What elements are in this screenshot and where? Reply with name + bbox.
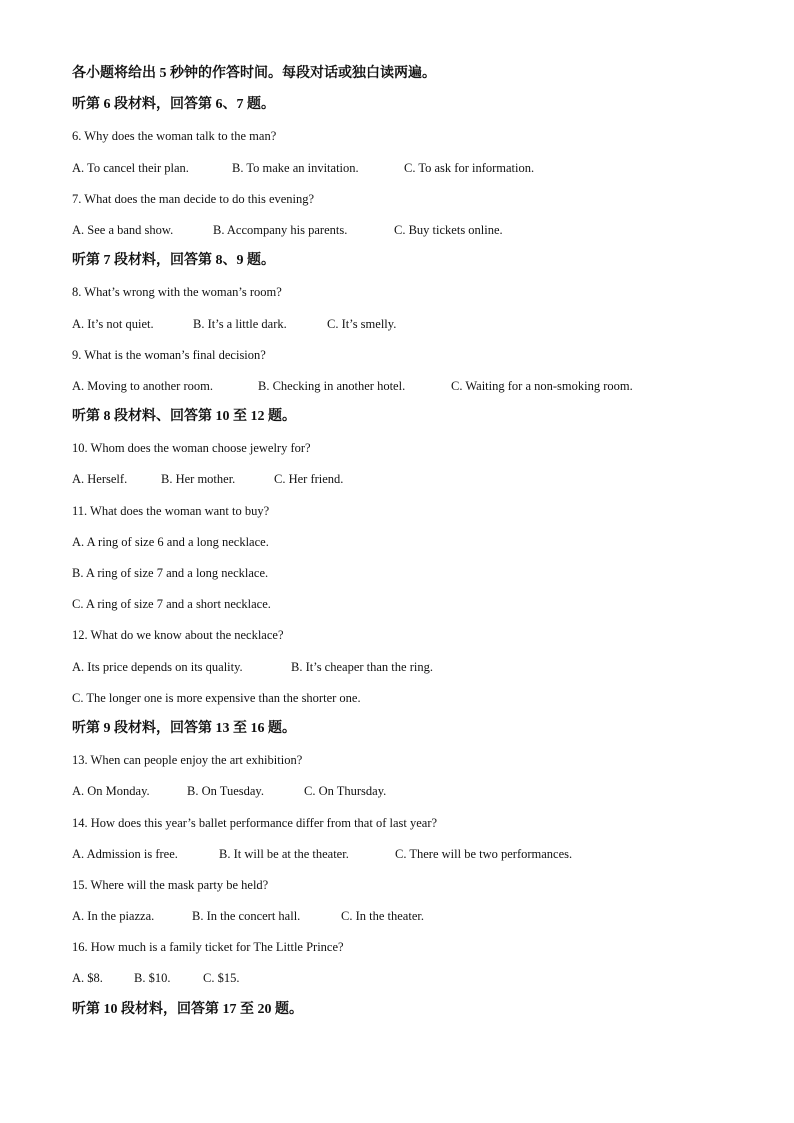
option-row bbox=[72, 312, 732, 343]
option-a: A. Moving to another room. bbox=[72, 378, 213, 393]
option-b: B. Her mother. bbox=[161, 472, 236, 487]
section-heading: 听第 7 段材料，回答第 8、9 题。 bbox=[72, 253, 275, 269]
option-row bbox=[72, 904, 732, 935]
option-c: C. There will be two performances. bbox=[395, 846, 573, 861]
option-row bbox=[72, 467, 732, 498]
option-b: B. A ring of size 7 and a long necklace. bbox=[72, 566, 269, 580]
question-text: 13. When can people enjoy the art exhibition? bbox=[72, 753, 303, 768]
option-b: B. On Tuesday. bbox=[187, 784, 264, 799]
option-a: A. It’s not quiet. bbox=[72, 316, 154, 331]
option-a: A. $8. bbox=[72, 971, 103, 986]
option-b: B. Checking in another hotel. bbox=[258, 378, 406, 393]
option-b: B. Accompany his parents. bbox=[213, 222, 348, 237]
option-a: A. See a band show. bbox=[72, 222, 174, 237]
question-text: 7. What does the man decide to do this evening? bbox=[72, 191, 315, 206]
option-b: B. In the concert hall. bbox=[192, 909, 301, 924]
option-b: B. It will be at the theater. bbox=[219, 846, 349, 861]
section-heading: 听第 10 段材料，回答第 17 至 20 题。 bbox=[72, 1001, 303, 1017]
option-c: C. Buy tickets online. bbox=[394, 222, 503, 237]
section-heading: 听第 6 段材料，回答第 6、7 题。 bbox=[72, 97, 275, 113]
question-text: 11. What does the woman want to buy? bbox=[72, 503, 270, 518]
option-a: A. A ring of size 6 and a long necklace. bbox=[72, 534, 269, 549]
option-a: A. To cancel their plan. bbox=[72, 160, 189, 175]
option-a: A. Its price depends on its quality. bbox=[72, 659, 243, 674]
question-text: 16. How much is a family ticket for The Little Prince? bbox=[72, 940, 344, 955]
option-b: B. It’s cheaper than the ring. bbox=[291, 659, 433, 674]
option-c: C. Her friend. bbox=[274, 472, 344, 487]
option-row bbox=[72, 655, 732, 686]
option-c: C. $15. bbox=[203, 971, 240, 986]
option-b: B. It’s a little dark. bbox=[193, 316, 287, 331]
option-c: C. A ring of size 7 and a short necklace. bbox=[72, 597, 271, 612]
question-text: 9. What is the woman’s final decision? bbox=[72, 347, 266, 362]
option-a: A. Herself. bbox=[72, 472, 128, 487]
section-heading: 听第 9 段材料，回答第 13 至 16 题。 bbox=[72, 720, 296, 736]
option-c: C. To ask for information. bbox=[404, 160, 535, 175]
option-row bbox=[72, 156, 732, 187]
option-c: C. Waiting for a non-smoking room. bbox=[451, 378, 633, 393]
question-text: 10. Whom does the woman choose jewelry for? bbox=[72, 441, 311, 456]
option-b: B. $10. bbox=[134, 971, 171, 986]
option-c: C. It’s smelly. bbox=[327, 316, 397, 331]
intro-text: 各小题将给出 5 秒钟的作答时间。每段对话或独白读两遍。 bbox=[72, 66, 436, 81]
question-text: 12. What do we know about the necklace? bbox=[72, 628, 284, 643]
section-heading: 听第 8 段材料、回答第 10 至 12 题。 bbox=[72, 409, 296, 425]
option-row bbox=[72, 966, 732, 997]
exam-page bbox=[72, 62, 732, 1029]
option-b: B. To make an invitation. bbox=[232, 160, 359, 175]
option-c: C. On Thursday. bbox=[304, 784, 387, 799]
option-a: A. On Monday. bbox=[72, 784, 150, 799]
option-row bbox=[72, 779, 732, 810]
question-text: 6. Why does the woman talk to the man? bbox=[72, 129, 277, 144]
option-row bbox=[72, 842, 732, 873]
option-a: A. Admission is free. bbox=[72, 846, 178, 861]
option-c: C. In the theater. bbox=[341, 909, 424, 924]
question-text: 8. What’s wrong with the woman’s room? bbox=[72, 285, 282, 300]
option-row bbox=[72, 374, 732, 405]
option-row bbox=[72, 218, 732, 249]
option-a: A. In the piazza. bbox=[72, 909, 155, 924]
option-c: C. The longer one is more expensive than the shorter one. bbox=[72, 690, 361, 705]
question-text: 15. Where will the mask party be held? bbox=[72, 877, 269, 892]
question-text: 14. How does this year’s ballet performance differ from that of last year? bbox=[72, 815, 438, 830]
